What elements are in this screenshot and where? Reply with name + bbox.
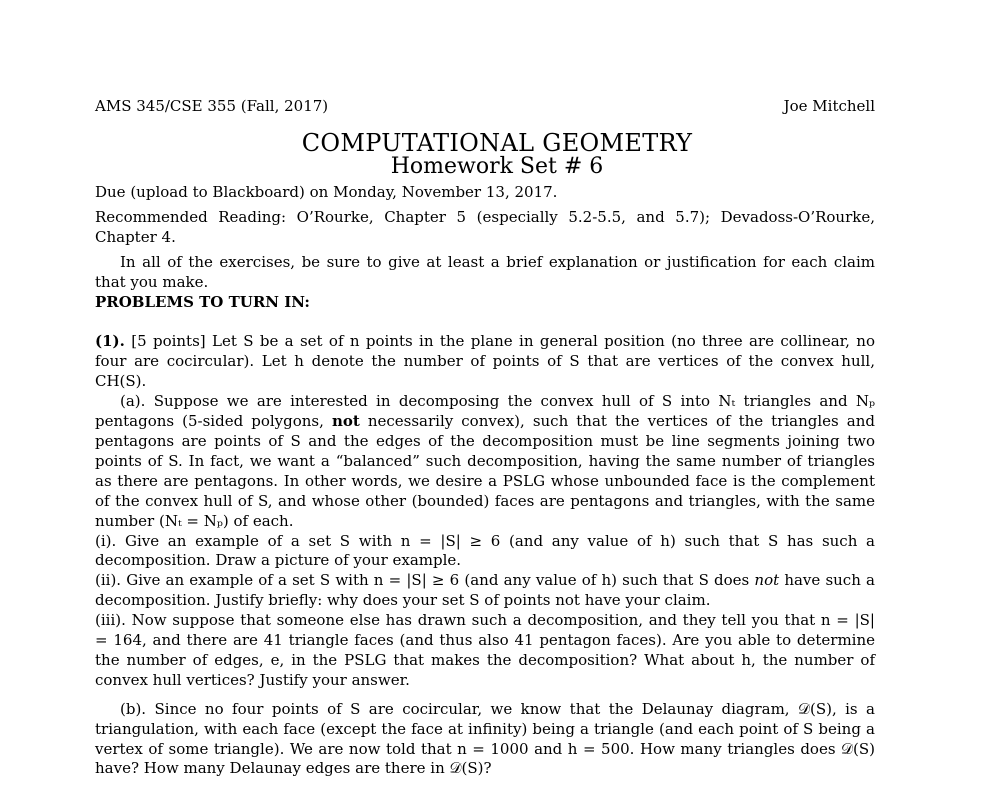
recommended-reading: Recommended Reading: O’Rourke, Chapter 5 (especially 5.2-5.5, and 5.7); Devadoss-O’Rourke, Chapter 4.	[95, 207, 875, 246]
page-header	[95, 97, 875, 117]
section-heading: PROBLEMS TO TURN IN:	[95, 292, 310, 311]
problem-1-sub-iii: (iii). Now suppose that someone else has drawn such a decomposition, and they tell you that n = |S| = 164, and there are 41 triangle faces (and thus also 41 pentagon faces). Are you able to determine the number of edges, e, in the PSLG that makes the decomposition? What about h, the number of convex hull vertices? Justify your answer.	[95, 611, 875, 689]
problem-1-sub-i: (i). Give an example of a set S with n = |S| ≥ 6 (and any value of h) such that S has such a decomposition. Draw a picture of your example.	[95, 531, 875, 570]
problem-number: (1).	[95, 332, 125, 351]
part-a-emphasis: not	[331, 412, 360, 431]
sub-ii-text-2: have such a decomposition. Justify briefly: why does your set S of points not have your claim.	[95, 571, 875, 610]
problem-1-part-b: (b). Since no four points of S are cocircular, we know that the Delaunay diagram, 𝒟(S), is a triangulation, with each face (except the face at infinity) being a triangle (and each point of S being a vertex of some triangle). We are now told that n = 1000 and h = 500. How many triangles does 𝒟(S) have? How many Delaunay edges are there in 𝒟(S)?	[95, 699, 875, 778]
problem-1-statement: [5 points] Let S be a set of n points in the plane in general position (no three are collinear, no four are cocircular). Let h denote the number of points of S that are vertices of the convex hull, CH(S).	[95, 332, 875, 391]
problem-1-sub-ii	[95, 571, 875, 611]
due-date: Due (upload to Blackboard) on Monday, November 13, 2017.	[95, 183, 558, 201]
sub-ii-text-1: (ii). Give an example of a set S with n = |S| ≥ 6 (and any value of h) such that S does	[95, 571, 750, 590]
course-label: AMS 345/CSE 355 (Fall, 2017)	[95, 97, 329, 115]
title-main: COMPUTATIONAL GEOMETRY	[301, 129, 693, 157]
title-sub: Homework Set # 6	[390, 154, 604, 179]
instructions: In all of the exercises, be sure to give at least a brief explanation or justification for each claim that you make.	[95, 252, 875, 291]
part-a-text-2: necessarily convex), such that the vertices of the triangles and pentagons are points of S and the edges of the decomposition must be line segments joining two points of S. In fact, we want a “balanced” such decomposition, having the same number of triangles as there are pentagons. In other words, we desire a PSLG whose unbounded face is the complement of the convex hull of S, and whose other (bounded) faces are pentagons and triangles, with the same number (Nₜ = Nₚ) of each.	[95, 412, 875, 530]
problem-1-intro	[95, 332, 875, 392]
part-a-text-1: (a). Suppose we are interested in decomposing the convex hull of S into Nₜ triangles and Nₚ pentagons (5-sided polygons,	[95, 392, 875, 431]
problem-1-part-a	[95, 392, 875, 531]
document-title	[0, 129, 994, 179]
instructor-name: Joe Mitchell	[783, 97, 875, 115]
sub-ii-emphasis: not	[754, 571, 780, 590]
document-body	[95, 183, 875, 779]
